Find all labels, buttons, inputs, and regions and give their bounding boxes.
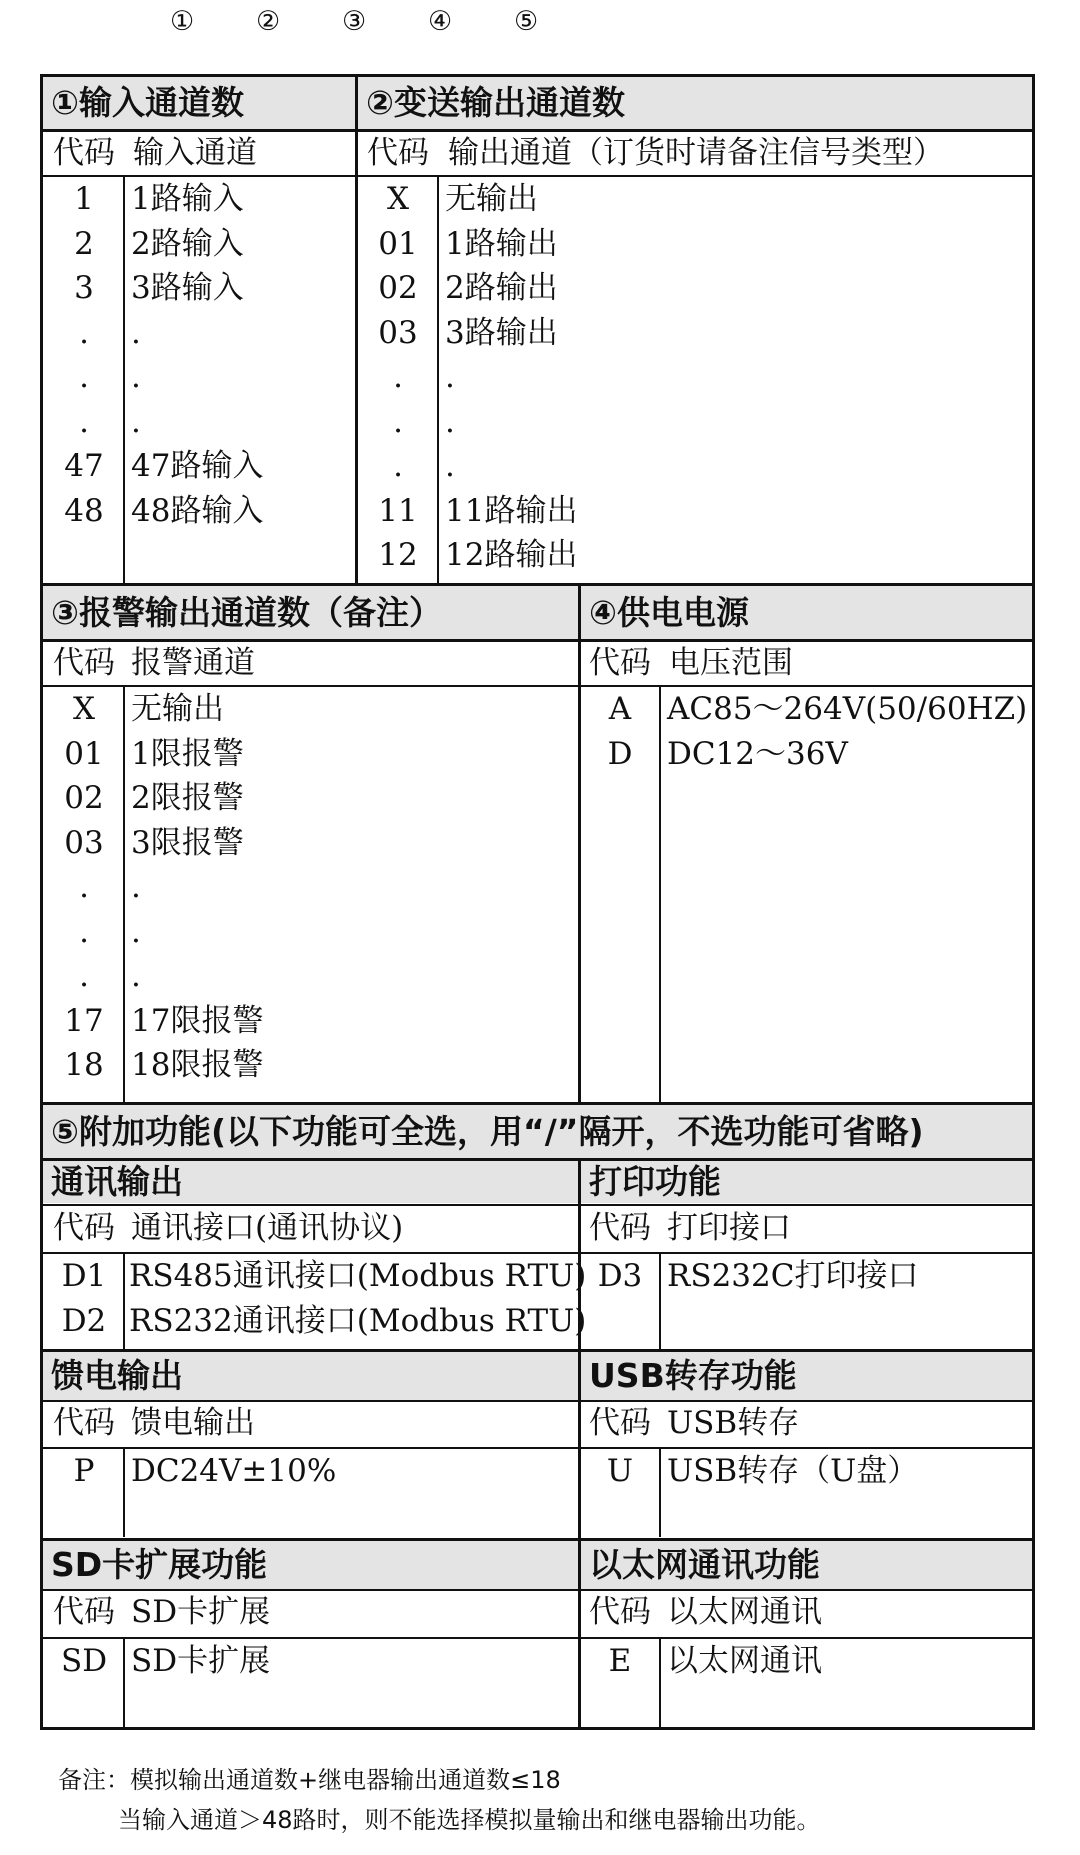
desc-cell: 3路输入 — [131, 270, 244, 306]
code-cell: A — [608, 691, 632, 727]
code-cell: . — [393, 403, 403, 440]
desc-cell: DC12～36V — [667, 735, 848, 772]
divider — [659, 685, 661, 1103]
divider — [659, 1252, 661, 1350]
position-marker-3: ③ — [342, 6, 367, 37]
print-function-title: 打印功能 — [581, 1161, 1032, 1203]
section-3-column-header: 报警通道 — [131, 645, 255, 681]
code-cell: D1 — [61, 1258, 107, 1294]
divider — [659, 1447, 661, 1537]
desc-cell: RS232通讯接口(Modbus RTU) — [129, 1302, 587, 1339]
section-4-title: ④供电电源 — [581, 586, 1032, 640]
code-cell: 03 — [64, 824, 104, 861]
section-5-title: ⑤附加功能(以下功能可全选，用“/”隔开，不选功能可省略) — [43, 1105, 1032, 1159]
desc-cell: 3路输出 — [445, 314, 558, 351]
print-column-header: 打印接口 — [667, 1210, 791, 1246]
code-cell: 47 — [64, 448, 104, 484]
eth-column-header: 以太网通讯 — [667, 1594, 822, 1630]
desc-cell: 1限报警 — [131, 735, 244, 772]
code-header: 代码 — [367, 135, 429, 171]
code-cell: 02 — [378, 270, 418, 306]
desc-cell: RS232C打印接口 — [667, 1258, 919, 1294]
desc-cell: SD卡扩展 — [131, 1643, 271, 1679]
desc-cell: 1路输出 — [445, 225, 558, 262]
desc-cell: DC24V±10% — [131, 1453, 337, 1489]
code-header: 代码 — [53, 1405, 115, 1441]
code-cell: D2 — [61, 1302, 107, 1339]
code-cell: SD — [60, 1643, 108, 1679]
desc-cell: 12路输出 — [445, 537, 578, 573]
sd-card-title: SD卡扩展功能 — [43, 1541, 578, 1589]
section-1-column-header: 输入通道 — [133, 135, 257, 171]
desc-cell: 1路输入 — [131, 181, 244, 217]
code-header: 代码 — [53, 1594, 115, 1630]
desc-cell: 48路输入 — [131, 492, 264, 529]
desc-cell: . — [131, 314, 141, 351]
code-cell: 01 — [378, 225, 418, 262]
desc-cell: 11路输出 — [445, 492, 578, 529]
desc-cell: . — [131, 958, 141, 994]
code-cell: . — [79, 958, 89, 994]
desc-cell: 无输出 — [445, 181, 538, 217]
order-code-table — [40, 74, 1035, 1730]
code-header: 代码 — [589, 1594, 651, 1630]
code-cell: 01 — [64, 735, 104, 772]
divider — [659, 1637, 661, 1727]
desc-cell: 3限报警 — [131, 824, 244, 861]
code-cell: P — [73, 1453, 95, 1489]
code-header: 代码 — [589, 645, 651, 681]
desc-cell: USB转存（U盘） — [667, 1453, 919, 1489]
desc-cell: 17限报警 — [131, 1002, 264, 1039]
desc-cell: 2限报警 — [131, 780, 244, 816]
code-header: 代码 — [53, 135, 115, 171]
code-cell: 03 — [378, 314, 418, 351]
usb-column-header: USB转存 — [667, 1405, 800, 1441]
section-2-column-header: 输出通道（订货时请备注信号类型） — [448, 135, 944, 171]
code-cell: D3 — [597, 1258, 643, 1294]
note-line-1: 备注：模拟输出通道数+继电器输出通道数≤18 — [58, 1766, 561, 1794]
position-marker-5: ⑤ — [514, 6, 539, 37]
code-cell: 48 — [64, 492, 104, 529]
position-marker-2: ② — [256, 6, 281, 37]
section-4-column-header: 电压范围 — [669, 645, 793, 681]
code-cell: 1 — [74, 181, 94, 217]
divider — [123, 685, 125, 1103]
code-header: 代码 — [589, 1210, 651, 1246]
desc-cell: RS485通讯接口(Modbus RTU) — [129, 1258, 587, 1294]
code-header: 代码 — [53, 1210, 115, 1246]
desc-cell: . — [445, 359, 455, 395]
divider — [123, 1447, 125, 1537]
code-cell: . — [79, 913, 89, 950]
desc-cell: . — [445, 403, 455, 440]
comm-output-title: 通讯输出 — [43, 1161, 578, 1203]
section-2-title: ②变送输出通道数 — [358, 77, 1032, 129]
code-cell: D — [607, 735, 633, 772]
divider — [123, 1252, 125, 1350]
code-cell: 02 — [64, 780, 104, 816]
code-cell: 17 — [64, 1002, 104, 1039]
code-cell: X — [72, 691, 96, 727]
code-cell: 3 — [74, 270, 94, 306]
desc-cell: . — [131, 869, 141, 905]
divider — [123, 175, 125, 585]
desc-cell: . — [131, 359, 141, 395]
code-cell: 2 — [74, 225, 94, 262]
code-header: 代码 — [589, 1405, 651, 1441]
feed-column-header: 馈电输出 — [131, 1405, 255, 1441]
desc-cell: 47路输入 — [131, 448, 264, 484]
divider — [123, 1637, 125, 1727]
code-cell: . — [79, 403, 89, 440]
code-cell: 18 — [64, 1047, 104, 1083]
code-cell: U — [606, 1453, 634, 1489]
desc-cell: 2路输入 — [131, 225, 244, 262]
desc-cell: 无输出 — [131, 691, 224, 727]
desc-cell: 以太网通讯 — [667, 1643, 822, 1679]
divider — [355, 77, 358, 585]
desc-cell: AC85～264V(50/60HZ) — [667, 691, 1028, 727]
ethernet-title: 以太网通讯功能 — [581, 1541, 1032, 1589]
code-cell: 12 — [378, 537, 418, 573]
code-cell: . — [393, 359, 403, 395]
code-cell: 11 — [378, 492, 418, 529]
code-header: 代码 — [53, 645, 115, 681]
usb-function-title: USB转存功能 — [581, 1352, 1032, 1400]
desc-cell: 18限报警 — [131, 1047, 264, 1083]
code-cell: E — [608, 1643, 632, 1679]
code-cell: . — [393, 448, 403, 484]
desc-cell: 2路输出 — [445, 270, 558, 306]
note-line-2: 当输入通道＞48路时，则不能选择模拟量输出和继电器输出功能。 — [118, 1806, 821, 1834]
desc-cell: . — [131, 403, 141, 440]
desc-cell: . — [445, 448, 455, 484]
section-3-title: ③报警输出通道数（备注） — [43, 586, 578, 640]
desc-cell: . — [131, 913, 141, 950]
feed-output-title: 馈电输出 — [43, 1352, 578, 1400]
divider — [437, 175, 439, 585]
position-marker-1: ① — [170, 6, 195, 37]
sd-column-header: SD卡扩展 — [131, 1594, 271, 1630]
position-marker-4: ④ — [428, 6, 453, 37]
code-cell: . — [79, 869, 89, 905]
code-cell: . — [79, 359, 89, 395]
code-cell: . — [79, 314, 89, 351]
comm-column-header: 通讯接口(通讯协议) — [131, 1210, 404, 1246]
section-1-title: ①输入通道数 — [43, 77, 355, 129]
order-position-markers — [0, 6, 1080, 46]
code-cell: X — [386, 181, 410, 217]
